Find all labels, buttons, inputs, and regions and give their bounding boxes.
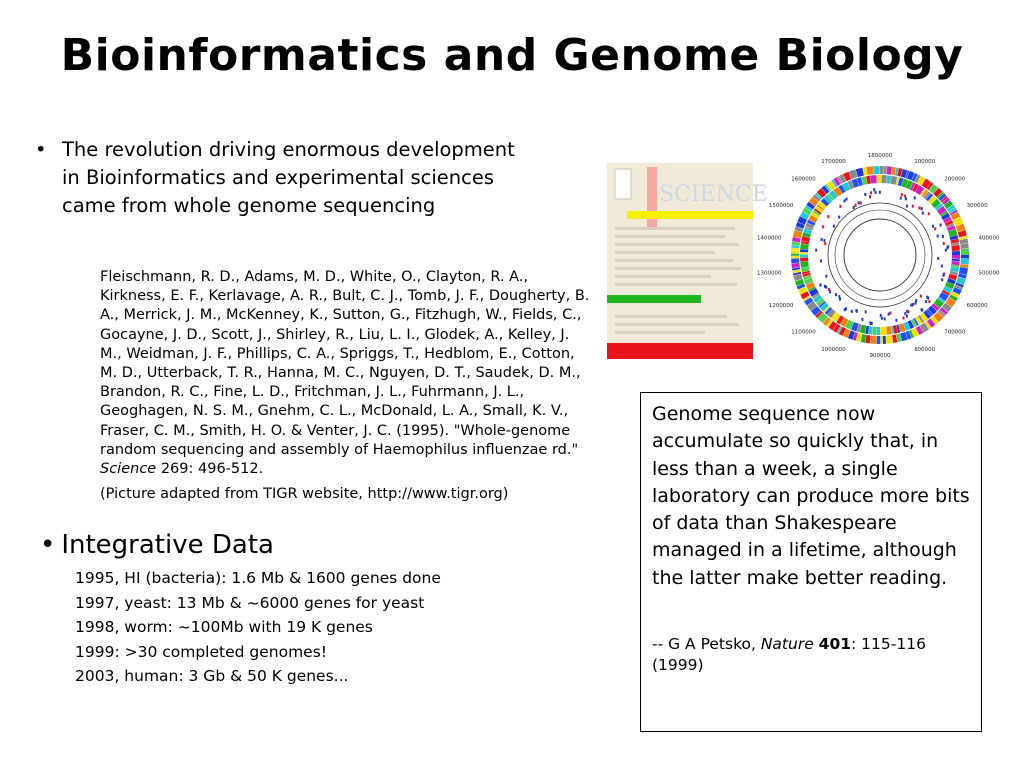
gene-mark [824,285,826,288]
gene-mark [942,235,944,238]
citation-journal: Science [100,461,157,478]
gene-mark [915,299,917,302]
list-item: 1998, worm: ~100Mb with 19 K genes [75,618,373,637]
gene-segment [791,263,799,268]
gene-segment [951,261,959,265]
gene-mark [823,239,825,242]
gene-segment [870,175,877,183]
gene-segment [791,254,799,256]
citation-block [100,268,590,504]
genome-tick-label: 100000 [914,159,936,166]
gene-mark [864,193,866,196]
gene-mark [905,197,907,200]
gene-mark [880,314,882,317]
attr-volume: 401 [818,635,852,654]
gene-segment [961,255,969,259]
gene-segment [800,255,808,258]
genome-tick-label: 1000000 [821,346,846,353]
genome-tick-label: 500000 [978,270,1000,277]
gene-mark [940,223,942,226]
genome-tick-label: 1600000 [791,176,816,183]
gene-segment [959,267,968,275]
genome-tick-label: 1200000 [768,303,794,309]
list-item: 1997, yeast: 13 Mb & ~6000 genes for yeast [75,593,425,612]
gene-mark [825,275,827,278]
gene-mark [912,303,914,306]
attr-journal: Nature [760,635,814,654]
gene-segment [800,258,808,262]
gene-segment [865,335,871,344]
gene-segment [883,336,886,344]
bullet-label: Integrative Data [61,530,274,560]
list-item: 1995, HI (bacteria): 1.6 Mb & 1600 genes done [75,569,441,587]
gene-mark [839,298,841,301]
gene-mark [828,288,830,291]
gene-segment [882,175,887,183]
gene-mark [888,313,890,316]
gene-mark [835,293,837,296]
gene-mark [906,205,908,208]
genome-ring [835,210,925,300]
gene-mark [820,259,822,262]
gene-mark [941,264,943,267]
gene-mark [845,307,847,310]
gene-mark [861,318,863,321]
gene-mark [865,310,867,313]
bullet-integrative-data [40,530,274,560]
quote-attribution [652,634,971,676]
gene-mark [901,193,903,196]
gene-mark [928,300,930,303]
gene-segment [877,175,882,183]
gene-mark [932,225,934,228]
gene-mark [937,257,939,260]
gene-mark [858,201,860,204]
attr-prefix: -- G A Petsko, [652,635,761,654]
bullet-whole-genome [35,136,535,220]
gene-mark [906,315,908,318]
gene-segment [952,251,960,255]
gene-mark [855,204,857,207]
gene-segment [886,335,893,344]
gene-segment [873,166,879,174]
gene-segment [872,327,876,335]
genome-tick-label: 400000 [978,235,1000,242]
gene-segment [800,261,809,267]
slide-title: Bioinformatics and Genome Biology [60,30,964,81]
gene-segment [877,336,881,344]
gene-segment [880,166,884,174]
gene-segment [800,249,808,252]
gene-mark [870,322,872,325]
list-item: 1999: >30 completed genomes! [75,642,328,661]
genome-ring [844,219,916,291]
gene-segment [961,249,969,255]
gene-segment [791,258,799,263]
gene-segment [791,251,799,254]
gene-mark [875,191,877,194]
citation-text [100,268,590,479]
gene-mark [918,206,920,209]
genome-tick-label: 1300000 [757,270,782,277]
gene-segment [791,256,799,258]
gene-mark [921,207,923,210]
gene-mark [904,312,906,315]
bullet-dot: • [40,530,56,560]
genome-map-image [757,135,1010,375]
gene-mark [869,195,871,198]
picture-credit: (Picture adapted from TIGR website, http://www.tigr.org) [100,486,509,503]
quote-text: Genome sequence now accumulate so quickly that, in less than a week, a single laboratory can produce more bits of data than Shakespeare managed in a lifetime, although the latter make better reading. [652,403,970,589]
gene-mark [941,278,943,281]
gene-mark [855,309,857,312]
gene-mark [946,246,948,249]
gene-mark [914,196,916,199]
gene-segment [866,166,873,175]
gene-mark [844,199,846,202]
gene-mark [937,235,939,238]
gene-mark [821,238,823,241]
genome-tick-label: 1100000 [791,329,816,336]
gene-mark [851,310,853,313]
gene-segment [952,255,960,259]
gene-mark [920,295,922,298]
milestone-list [75,566,441,689]
gene-segment [886,326,892,334]
gene-mark [925,300,927,303]
gene-mark [903,316,905,319]
gene-segment [884,166,887,174]
petsko-quote-box [640,392,982,732]
gene-mark [904,195,906,198]
gene-mark [853,206,855,209]
gene-segment [951,245,959,251]
gene-segment [881,336,883,344]
gene-segment [876,327,880,335]
gene-segment [800,244,809,250]
genome-tick-label: 600000 [966,303,988,309]
gene-mark [879,191,881,194]
genome-tick-label: 1700000 [821,159,846,166]
gene-mark [819,284,821,287]
gene-mark [822,225,824,228]
gene-mark [881,317,883,320]
gene-mark [870,191,872,194]
gene-segment [880,327,886,335]
list-item: 2003, human: 3 Gb & 50 K genes... [75,667,349,686]
gene-mark [873,188,875,191]
gene-mark [833,225,835,228]
science-cover-image [607,163,768,359]
gene-segment [887,175,892,183]
gene-mark [900,197,902,200]
gene-mark [838,216,840,219]
citation-authors: Fleischmann, R. D., Adams, M. D., White, O., Clayton, R. A., Kirkness, E. F., Kerlavage, A. R., Bult, C. J., Tomb, J. F., Dougherty, B. A., Merrick, J. M., McKenney, K., Sutton, G., Fitzhugh, W., Fields, C., Gocayne, J. D., Scott, J., Shirley, R., Liu, L. I., Glodek, A., Kelley, J. M., Weidman, J. F., Phillips, C. A., Spriggs, T., Hedblom, E., Cotton, M. D., Utterback, T. R., Hanna, M. C., Nguyen, D. T., Saudek, D. M., Brandon, R. C., Fine, L. D., Fritchman, J. L., Fuhrmann, J. L., Geoghagen, N. S. M., Gnehm, C. L., McDonald, L. A., Small, K. V., Fraser, C. M., Smith, H. O. & Venter, J. C. (1995). "Whole-genome random sequencing and assembly of Haemophilus influenzae rd." [100,269,590,458]
gene-mark [884,317,886,320]
gene-segment [960,243,968,248]
gene-mark [934,227,936,230]
genome-tick-label: 1500000 [768,203,794,209]
gene-mark [912,205,914,208]
bullet-dot: • [35,138,47,161]
gene-mark [846,198,848,201]
gene-segment [870,335,876,343]
gene-segment [961,259,969,265]
gene-mark [943,242,945,245]
gene-segment [800,252,808,254]
gene-mark [915,302,917,305]
gene-segment [952,259,960,262]
gene-mark [895,319,897,322]
gene-segment [887,166,892,174]
genome-tick-label: 1400000 [757,235,782,242]
gene-mark [928,212,930,215]
genome-tick-label: 1800000 [867,153,893,159]
gene-mark [860,202,862,205]
genome-tick-label: 800000 [914,346,936,353]
gene-mark [889,311,891,314]
gene-mark [921,309,923,312]
gene-mark [824,242,826,245]
gene-mark [907,310,909,313]
genome-tick-label: 300000 [966,203,988,209]
genome-tick-label: 700000 [944,329,966,336]
gene-segment [791,248,799,251]
gene-mark [942,274,944,277]
gene-mark [815,249,817,252]
gene-segment [791,245,799,248]
genome-tick-label: 900000 [869,353,891,359]
bullet-text: The revolution driving enormous development in Bioinformatics and experimental sciences came from whole genome sequencing [62,138,515,217]
cover-masthead: SCIENCE [659,182,768,207]
gene-mark [827,215,829,218]
citation-pages: 269: 496-512. [156,461,264,478]
gene-mark [839,205,841,208]
genome-tick-label: 200000 [944,176,966,183]
gene-mark [927,297,929,300]
gene-mark [922,212,924,215]
attr-rest: : 115-116 (1999) [652,635,926,675]
